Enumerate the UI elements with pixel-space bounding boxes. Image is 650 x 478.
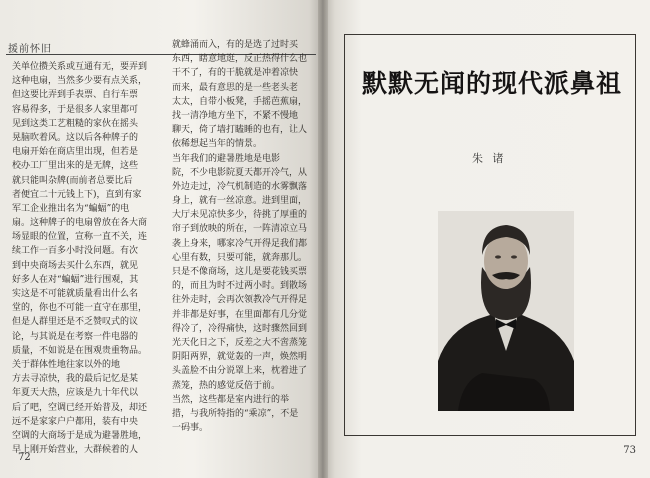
text-line: 只是不像商场，这儿是要花钱买票 <box>172 267 308 277</box>
text-line: 质量，不如说是在围观贵重物品。 <box>12 345 148 356</box>
book-spine <box>318 0 328 478</box>
text-line: 论，与其说是在考察一件电器的 <box>12 331 139 342</box>
text-line: 帘子到放映的所在，一阵清凉立马 <box>172 224 308 235</box>
text-line: 当然，这些都是室内进行的举 <box>172 394 290 405</box>
running-head: 援前怀旧 <box>8 44 52 55</box>
text-line: 的，而且为时不过两小时。到散场 <box>172 281 308 292</box>
text-line: 当年我们的避暑胜地是电影 <box>172 153 281 164</box>
text-line: 措，与我所特指的“乘凉”，不是 <box>172 408 299 419</box>
text-line: 容易得多，于是很多人家里都可 <box>12 104 139 115</box>
text-line: 扇。这种牌子的电扇曾放在各大商 <box>12 218 148 229</box>
text-line: 干不了，有的干脆就是冲着凉快 <box>172 68 299 79</box>
text-line: 阴阳两界，就觉轰的一声，焕然明 <box>172 352 308 363</box>
text-line: 得冷了，冷得痛快，这时骤然回到 <box>172 323 308 334</box>
text-line: 电扇开始在商店里出现，但若是 <box>12 147 139 158</box>
text-line: 空调的大商场于是成为避暑胜地， <box>12 430 148 441</box>
text-line: 找一清净地方坐下，不紧不慢地 <box>172 110 299 121</box>
portrait-photo <box>438 211 574 411</box>
text-column-right <box>172 38 320 435</box>
text-line: 关单位攒关系或互通有无，要弄到 <box>12 62 148 72</box>
text-line: 晃脑吹着风。这以后各种牌子的 <box>12 132 139 143</box>
text-line: 但是人群里还是不乏赞叹式的议 <box>12 317 139 328</box>
text-line: 这种电扇，当然多少要有点关系， <box>12 76 148 87</box>
text-line: 并非都是好事，在里面都有几分觉 <box>172 309 308 320</box>
text-line: 大厅未见凉快多少，待挑了厚重的 <box>172 210 308 221</box>
text-line: 堂的，你也不可能一直守在那里， <box>12 303 148 314</box>
text-line: 袭上身来，哪家冷气开得足我们都 <box>172 238 308 249</box>
text-line: 关于群体性地往家以外的地 <box>12 359 121 370</box>
text-line: 蒸笼，热的感觉反倍于前。 <box>172 380 281 391</box>
text-line: 身上，就有一丝凉意。进到里面， <box>172 196 308 207</box>
text-line: 心里有数，只要可能，就奔那儿。 <box>172 252 308 263</box>
right-page <box>322 0 650 478</box>
article-author: 朱 诸 <box>472 152 507 165</box>
text-line: 但这要比弄到手表票、自行车票 <box>12 90 139 101</box>
article-title: 默默无闻的现代派鼻祖 <box>362 69 623 98</box>
text-line: 校办工厂里出来的是无牌，这些 <box>12 161 139 172</box>
text-line: 见到这类工艺粗糙的家伙在摇头 <box>12 118 139 129</box>
text-line: 实这是不可能就质量看出什么名 <box>12 289 139 299</box>
text-line: 场显眼的位置，宣称一直不关，连 <box>12 232 148 243</box>
text-line: 年夏天大热，应该是九十年代以 <box>12 388 139 399</box>
text-column-left <box>12 60 164 457</box>
text-line: 依稀想起当年的情景。 <box>172 139 263 150</box>
text-line: 就蜂涌而入，有的是选了过时买 <box>172 40 299 50</box>
text-line: 光天化日之下，反差之大不啻蒸笼 <box>172 337 308 348</box>
text-line: 一码事。 <box>172 423 209 434</box>
text-line: 方去寻凉快，我的最后记忆是某 <box>12 374 139 385</box>
text-line: 东西，瞎意地逛，反正热得什么也 <box>172 54 308 65</box>
page-number-left: 72 <box>18 452 31 463</box>
text-line: 外边走过，冷气机制造的水雾飘落 <box>172 181 308 192</box>
text-line: 往外走时，会再次领教冷气开得足 <box>172 295 308 306</box>
text-line: 到中央商场去买什么东西，就见 <box>12 260 139 271</box>
text-line: 军工企业推出名为“蝙蝠”的电 <box>12 203 130 214</box>
left-page <box>0 0 322 478</box>
text-line: 早上刚开始营业，大群候着的人 <box>12 445 139 456</box>
text-line: 者便宜二十元钱上下)，直到有家 <box>12 189 142 200</box>
text-line: 后了吧，空调已经开始普及，却还 <box>12 402 148 413</box>
bearded-man-portrait-icon <box>438 211 574 411</box>
text-line: 院，不少电影院夏天都开冷气，从 <box>172 167 308 178</box>
text-line: 聊天，倚了墙打瞌睡的也有，让人 <box>172 125 308 136</box>
text-line: 好多人在对“蝙蝠”进行围观，其 <box>12 274 139 285</box>
text-line: 而来，最有意思的是一些老头老 <box>172 82 299 93</box>
page-number-right: 73 <box>623 445 636 456</box>
text-line: 头盖脸不由分说罩上来，枕着进了 <box>172 366 308 377</box>
text-line: 远不是家家户户都用，装有中央 <box>12 416 139 427</box>
text-line: 续工作一百多小时没问题。有次 <box>12 246 139 257</box>
text-line: 就只能叫杂牌(而前者总要比后 <box>12 175 133 186</box>
text-line: 太太，自带小板凳，手摇芭蕉扇， <box>172 96 308 107</box>
